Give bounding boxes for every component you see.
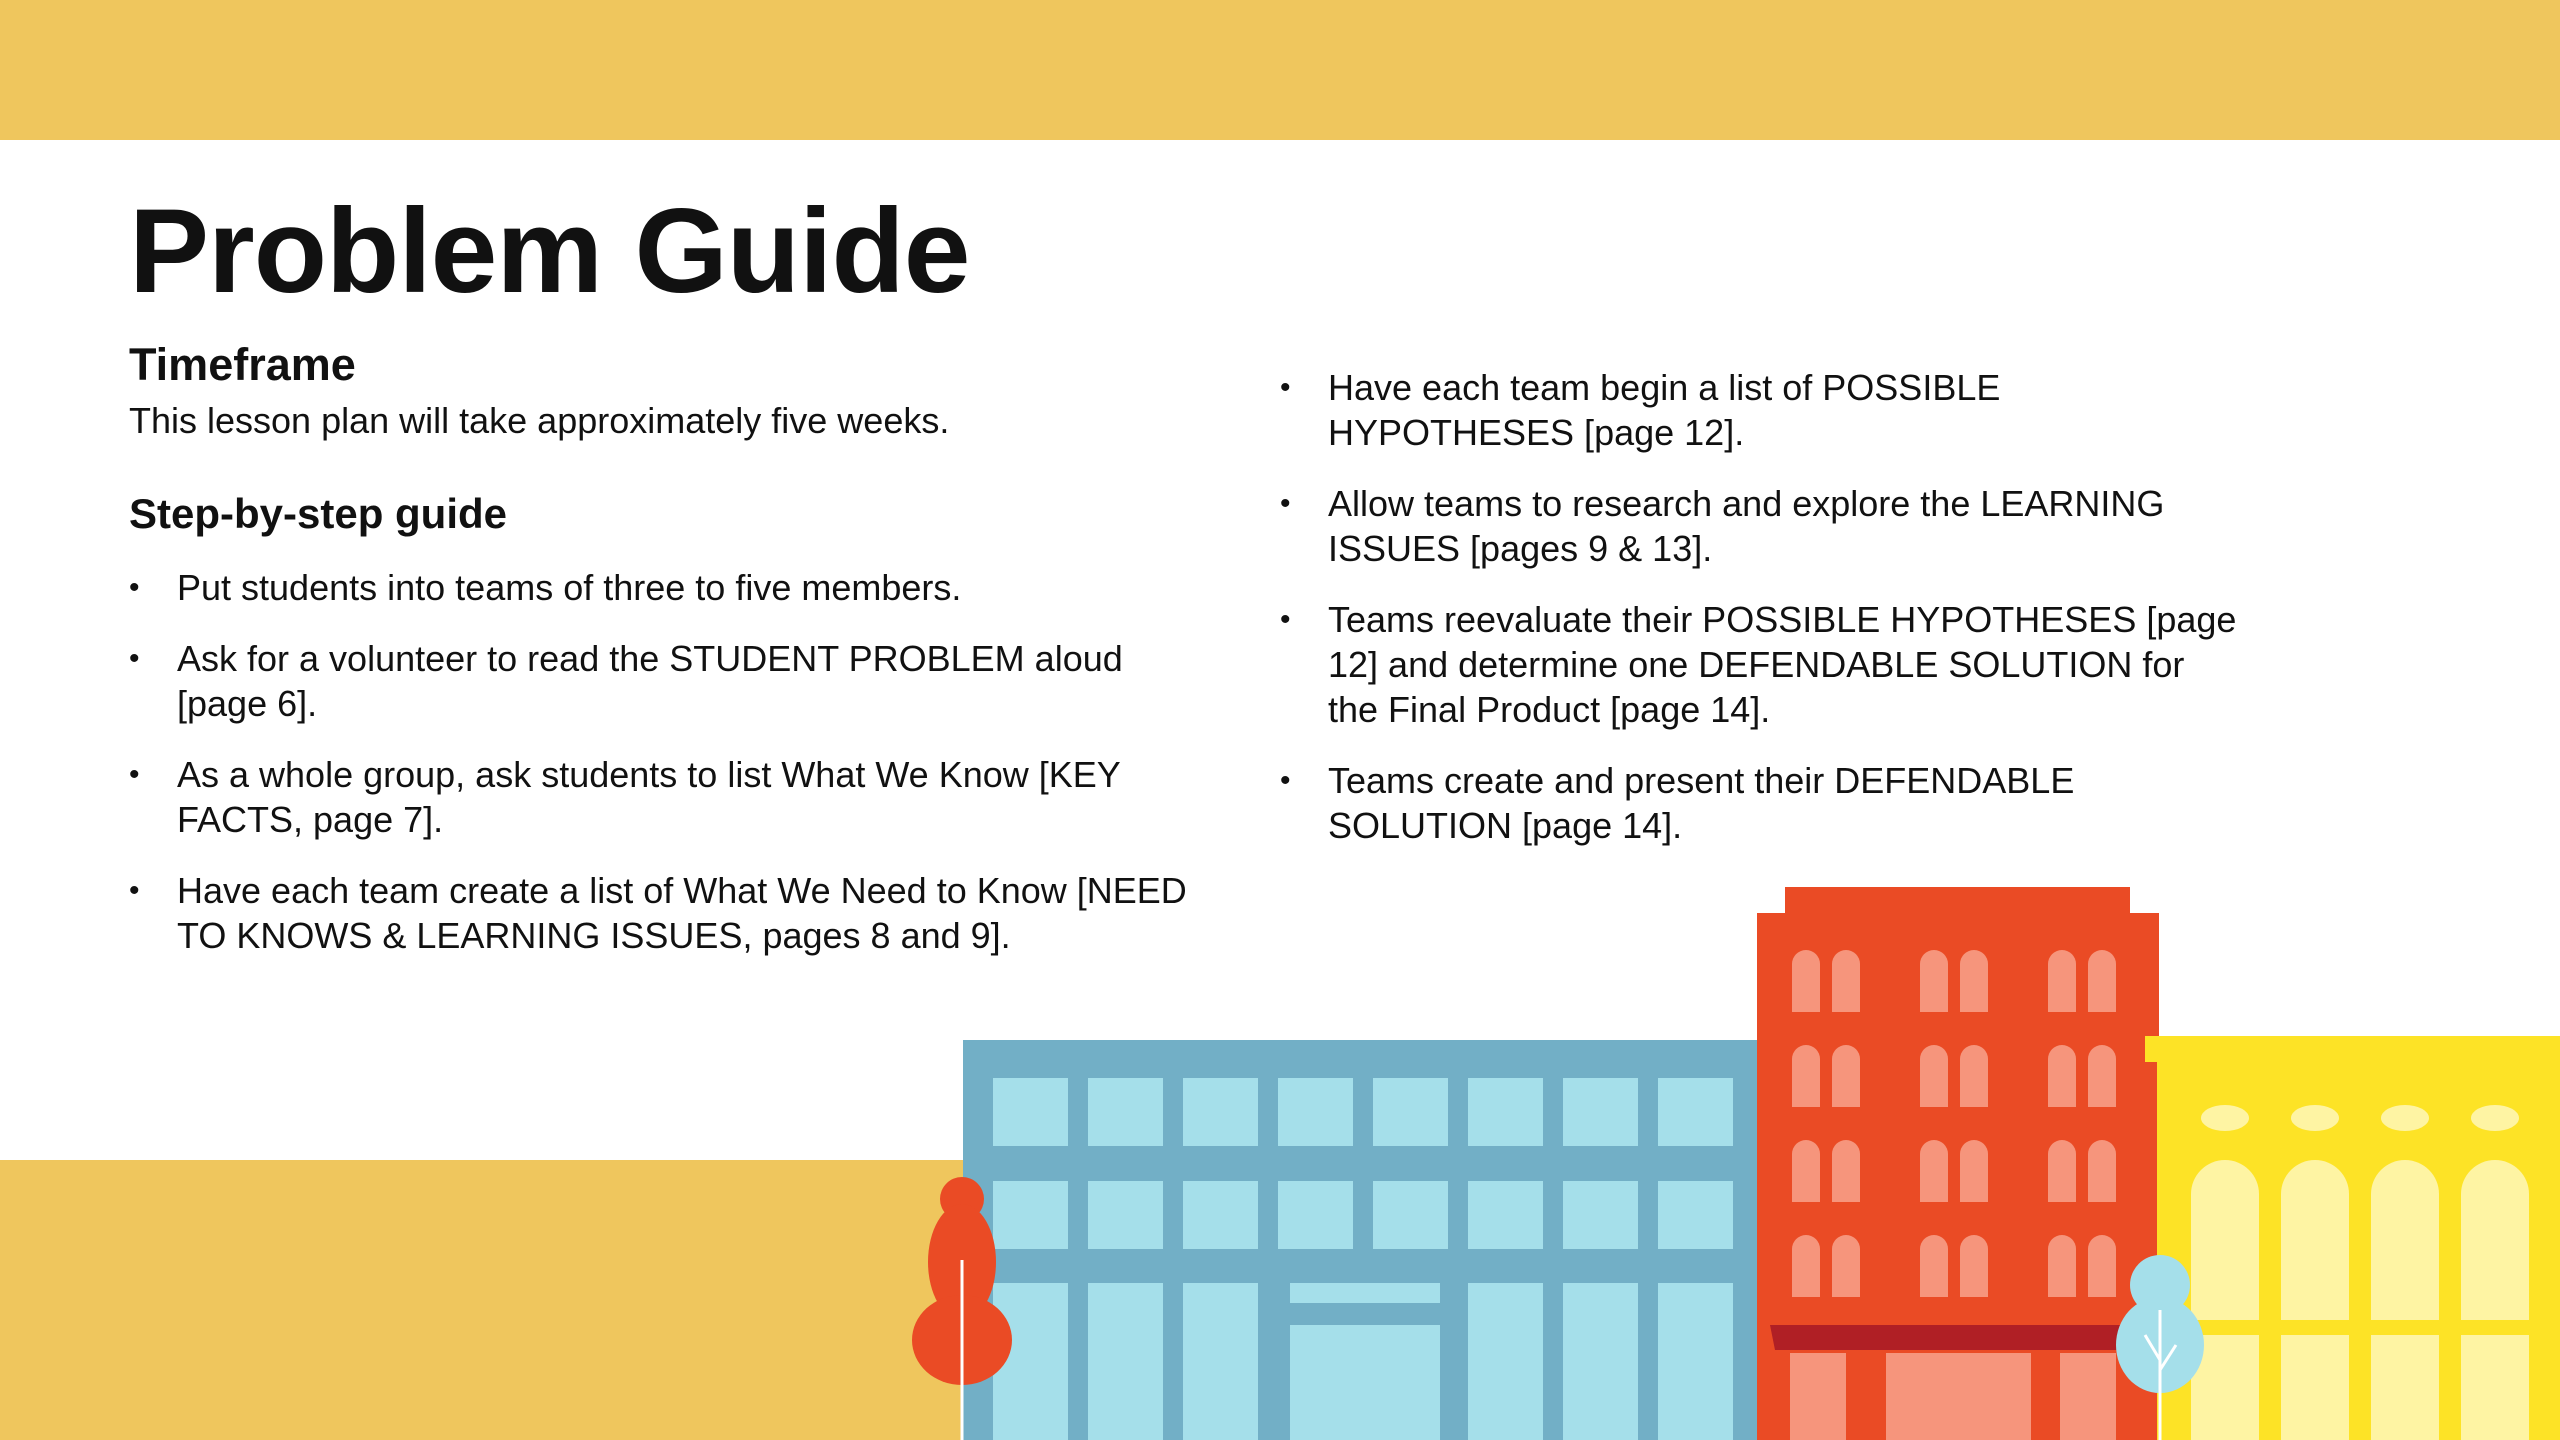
- window: [1960, 1140, 1988, 1202]
- step-item: • Have each team begin a list of POSSIBLE HYPOTHESES [page 12].: [1280, 365, 2240, 455]
- window: [1563, 1283, 1638, 1440]
- window: [2461, 1335, 2529, 1440]
- window: [2281, 1160, 2349, 1320]
- window: [2088, 950, 2116, 1012]
- window: [1183, 1181, 1258, 1249]
- window: [1960, 1235, 1988, 1297]
- window: [1088, 1283, 1163, 1440]
- window: [2291, 1105, 2339, 1131]
- timeframe-text: This lesson plan will take approximately five weeks.: [129, 399, 950, 441]
- window: [2088, 1045, 2116, 1107]
- window: [1832, 1045, 1860, 1107]
- window: [2048, 1140, 2076, 1202]
- window: [1832, 950, 1860, 1012]
- window: [2088, 1140, 2116, 1202]
- window: [1920, 1235, 1948, 1297]
- window: [1563, 1078, 1638, 1146]
- window: [1373, 1181, 1448, 1249]
- step-item: • As a whole group, ask students to list What We Know [KEY FACTS, page 7].: [129, 752, 1209, 842]
- window: [1468, 1078, 1543, 1146]
- window: [2471, 1105, 2519, 1131]
- awning: [1770, 1325, 2145, 1350]
- window: [1792, 1235, 1820, 1297]
- timeframe-heading: Timeframe: [129, 339, 356, 390]
- window: [2048, 1045, 2076, 1107]
- window: [1658, 1181, 1733, 1249]
- window: [2461, 1160, 2529, 1320]
- door-canopy: [1290, 1283, 1440, 1303]
- window: [1088, 1181, 1163, 1249]
- window: [2048, 1235, 2076, 1297]
- blue-building-door: [1290, 1325, 1440, 1440]
- window: [1468, 1283, 1543, 1440]
- step-item: • Have each team create a list of What We Need to Know [NEED TO KNOWS & LEARNING ISSUES, pages 8 and 9].: [129, 868, 1209, 958]
- window: [993, 1181, 1068, 1249]
- window: [1658, 1283, 1733, 1440]
- step-item: • Teams create and present their DEFENDABLE SOLUTION [page 14].: [1280, 758, 2240, 848]
- window: [1278, 1181, 1353, 1249]
- window: [1658, 1078, 1733, 1146]
- step-item: • Teams reevaluate their POSSIBLE HYPOTHESES [page 12] and determine one DEFENDABLE SOLUTION for the Final Product [page 14].: [1280, 597, 2240, 732]
- step-item: • Ask for a volunteer to read the STUDENT PROBLEM aloud [page 6].: [129, 636, 1209, 726]
- window: [2381, 1105, 2429, 1131]
- window: [1960, 1045, 1988, 1107]
- window: [2048, 950, 2076, 1012]
- window: [1183, 1283, 1258, 1440]
- window: [2281, 1335, 2349, 1440]
- window: [993, 1078, 1068, 1146]
- window: [2088, 1235, 2116, 1297]
- yellow-building: [2145, 1036, 2560, 1440]
- guide-heading: Step-by-step guide: [129, 489, 508, 537]
- window: [1832, 1235, 1860, 1297]
- window: [1088, 1078, 1163, 1146]
- step-item: • Put students into teams of three to five members.: [129, 565, 1209, 610]
- window: [1920, 950, 1948, 1012]
- page-title: Problem Guide: [129, 184, 970, 318]
- window: [2191, 1160, 2259, 1320]
- window: [1920, 1140, 1948, 1202]
- step-item: • Allow teams to research and explore the LEARNING ISSUES [pages 9 & 13].: [1280, 481, 2240, 571]
- window: [1563, 1181, 1638, 1249]
- window: [1468, 1181, 1543, 1249]
- window: [1792, 950, 1820, 1012]
- window: [2371, 1335, 2439, 1440]
- window: [1183, 1078, 1258, 1146]
- window: [1832, 1140, 1860, 1202]
- window: [2201, 1105, 2249, 1131]
- window: [1792, 1140, 1820, 1202]
- window: [1373, 1078, 1448, 1146]
- window: [1792, 1045, 1820, 1107]
- window: [1278, 1078, 1353, 1146]
- red-building-door: [1886, 1353, 2031, 1440]
- red-building: [1757, 887, 2159, 1440]
- window: [1920, 1045, 1948, 1107]
- window: [2371, 1160, 2439, 1320]
- blue-building: [963, 1040, 1758, 1440]
- window: [1960, 950, 1988, 1012]
